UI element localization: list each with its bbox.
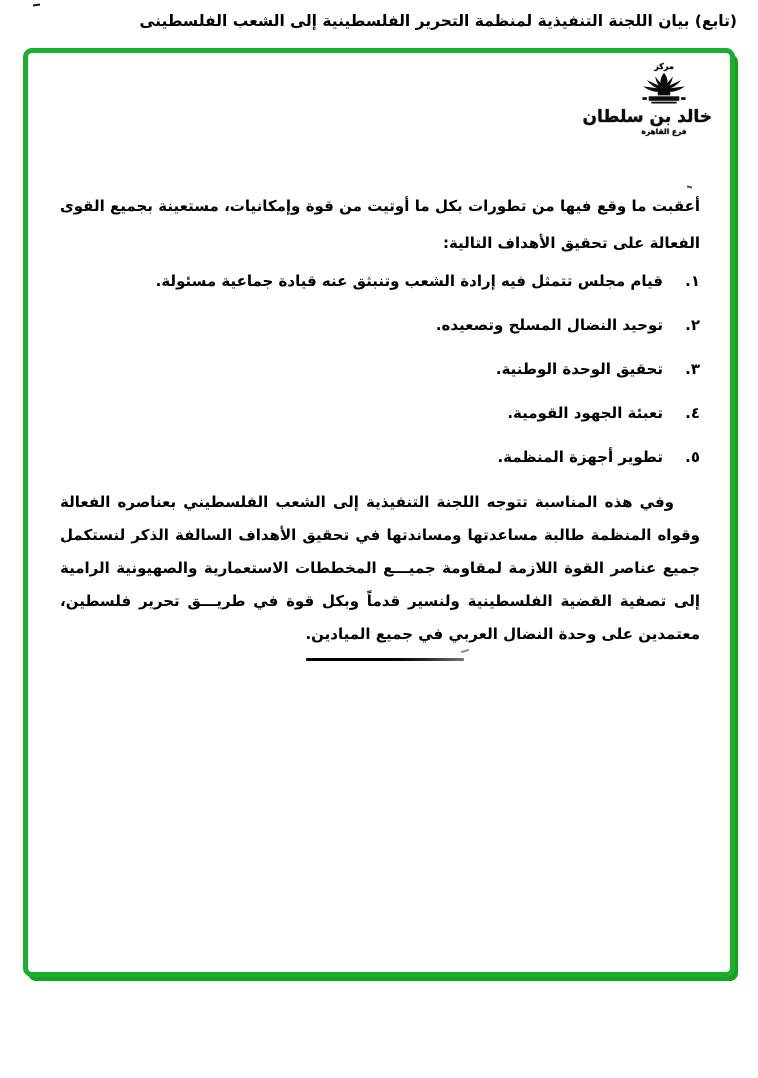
item-number: ٥.: [685, 448, 700, 466]
library-stamp: [582, 62, 712, 136]
item-number: ٢.: [685, 316, 700, 334]
item-text: توحيد النضال المسلح وتصعيده.: [435, 316, 663, 334]
item-number: ١.: [685, 272, 700, 290]
item-text: تحقيق الوحدة الوطنية.: [495, 360, 663, 378]
stamp-top-line: مركز: [654, 62, 674, 71]
item-number: ٣.: [685, 360, 700, 378]
stamp-name: خالد بن سلطان: [582, 107, 712, 127]
closing-paragraph: وفي هذه المناسبة تتوجه اللجنة التنفيذية إلى الشعب الفلسطيني بعناصره الفعالة وقواه المنظمة طالبة مساعدتها ومساندتها في تحقيق الأهداف السالفة الذكر لنستكمل جميع عناصر القوة اللازمة لمقاومة جميـــع المخططات الاستعمارية والصهيونية الرامية إلى تصفية القضية الفلسطينية ولنسير قدماً وبكل قوة في طريـــق تحرير فلسطين، معتمدين على وحدة النضال العربي في جميع الميادين.: [60, 493, 700, 643]
goals-list: [155, 270, 700, 490]
item-text: تطوير أجهزة المنظمة.: [497, 448, 663, 466]
list-item: [220, 358, 700, 381]
list-item: [220, 446, 700, 469]
item-text: تعبئة الجهود القومية.: [507, 404, 663, 422]
page-title: (تابع) بيان اللجنة التنفيذية لمنظمة التحرير الفلسطينية إلى الشعب الفلسطينى: [139, 12, 737, 30]
ink-speck: [33, 4, 40, 7]
eagle-crest-icon: [641, 72, 687, 108]
list-item: [155, 270, 700, 293]
intro-paragraph: أعقبت ما وقع فيها من تطورات بكل ما أوتيت من قوة وإمكانيات، مستعينة بجميع القوى الفعالة على تحقيق الأهداف التالية:: [60, 197, 700, 252]
stamp-bottom-line: فرع القاهرة: [641, 127, 687, 136]
item-number: ٤.: [685, 404, 700, 422]
item-text: قيام مجلس تتمثل فيه إرادة الشعب وتنبثق عنه قيادة جماعية مسئولة.: [155, 272, 663, 290]
list-item: [220, 402, 700, 425]
signature-divider: [306, 658, 464, 661]
list-item: [220, 314, 700, 337]
